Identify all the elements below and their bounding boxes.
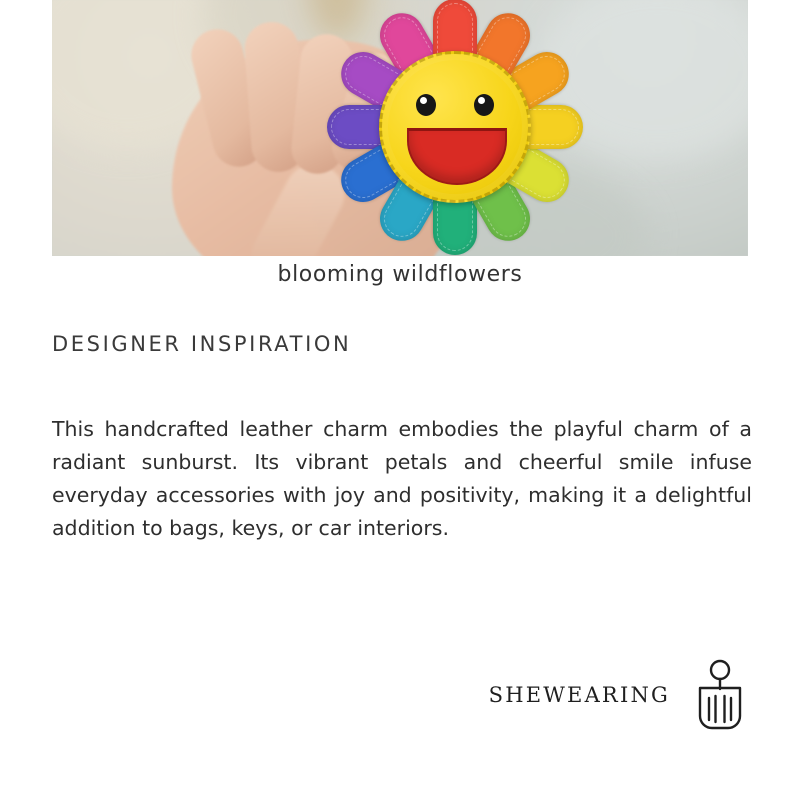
shewearing-monogram-icon [692, 658, 748, 732]
brand-name: SHEWEARING [488, 683, 670, 707]
flower-charm [290, 0, 620, 256]
eye-left-icon [416, 94, 436, 116]
section-heading: DESIGNER INSPIRATION [52, 332, 352, 356]
section-body-text: This handcrafted leather charm embodies the playful charm of a radiant sunburst. Its vibrant petals and cheerful smile infuse everyday accessories with joy and positivity, making it a delightful addition to bags, keys, or car interiors. [52, 416, 752, 541]
flower-face [379, 51, 531, 203]
brand-footer [489, 658, 748, 732]
hero-product-image [52, 0, 748, 256]
smile-mouth-icon [407, 128, 507, 185]
eye-right-icon [474, 94, 494, 116]
image-caption: blooming wildflowers [277, 262, 523, 287]
